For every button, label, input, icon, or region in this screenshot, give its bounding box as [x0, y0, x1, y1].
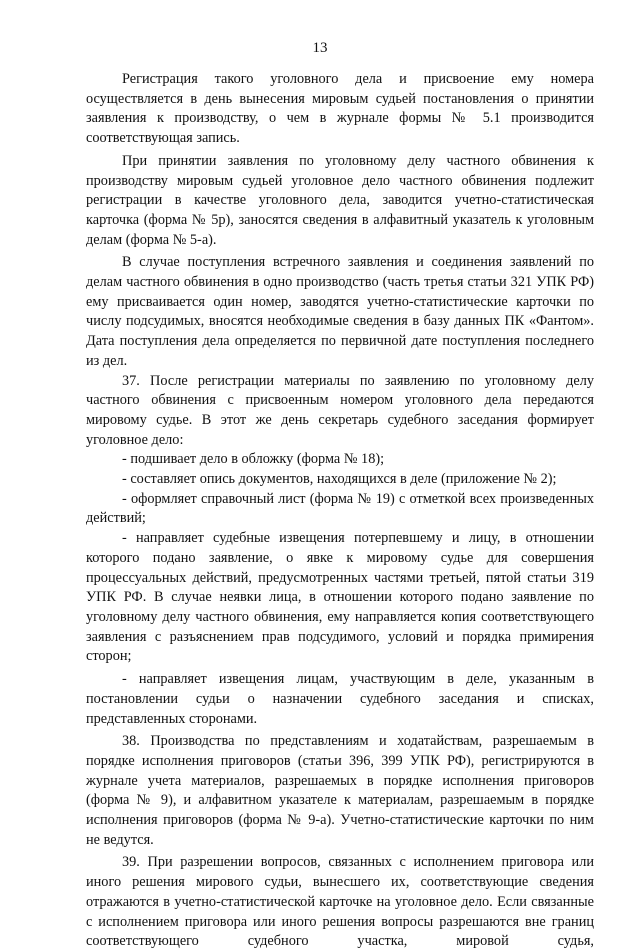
- paragraph-counter-claim: В случае поступления встречного заявления и соединения заявлений по делам частного обвинения в одно производство (часть третья статьи 321 УПК РФ) ему присваивается один номер, заводятся учетно-статистические карточки по числу подсудимых, вносятся необходимые сведения в базу данных ПК «Фантом». Дата поступления дела определяется по первичной дате поступления последнего из дел.: [86, 254, 594, 369]
- paragraph-private-prosecution-registration: При принятии заявления по уголовному делу частного обвинения к производству мировым судьей уголовное дело частного обвинения подлежит регистрации в качестве уголовного дела, заводится учетно-статистическая карточка (форма № 5р), заносятся сведения в алфавитный указатель к уголовным делам (форма № 5-а).: [86, 152, 594, 248]
- document-body: [86, 70, 594, 952]
- page-number: 13: [312, 40, 328, 56]
- paragraph-registration-number: Регистрация такого уголовного дела и присвоение ему номера осуществляется в день вынесения мировым судьей постановления о принятии заявления к производству, о чем в журнале формы № 5.1 производится соответствующая запись.: [86, 71, 594, 147]
- paragraph-section-38: 38. Производства по представлениям и ходатайствам, разрешаемым в порядке исполнения приговоров (статьи 396, 399 УПК РФ), регистрируются в журнале учета материалов, разрешаемых в порядке исполнения приговоров (форма № 9), и алфавитном указателе к материалам, разрешаемым в порядке исполнения приговоров (форма № 9-а). Учетно-статистические карточки по ним не ведутся.: [86, 733, 594, 848]
- paragraph-section-39: 39. При разрешении вопросов, связанных с исполнением приговора или иного решения мирового судьи, вынесшего их, соответствующие сведения отражаются в учетно-статистической карточке на уголовное дело. Если связанные с исполнением приговора или иного решения вопросы разрешаются вне границ соответствующего судебного участка, мировой судья,: [86, 854, 594, 950]
- list-item-participant-notices: - направляет извещения лицам, участвующим в деле, указанным в постановлении судьи о назначении судебного заседания и списках, представленных сторонами.: [86, 671, 594, 727]
- list-item-inventory: - составляет опись документов, находящихся в деле (приложение № 2);: [122, 471, 557, 488]
- list-item-reference-sheet: - оформляет справочный лист (форма № 19) с отметкой всех произведенных действий;: [86, 490, 594, 527]
- paragraph-section-37: 37. После регистрации материалы по заявлению по уголовному делу частного обвинения с присвоенным номером уголовного дела передаются мировому судье. В этот же день секретарь судебного заседания формирует уголовное дело:: [86, 372, 594, 448]
- list-item-court-notices: - направляет судебные извещения потерпевшему и лицу, в отношении которого подано заявление, о явке к мировому судье для совершения процессуальных действий, предусмотренных частями третьей, пятой статьи 319 УПК РФ. В случае неявки лица, в отношении которого подано заявление по уголовному делу частного обвинения, ему направляется копия соответствующего заявления с разъяснением прав подсудимого, условий и порядка примирения сторон;: [86, 530, 594, 665]
- list-item-cover: - подшивает дело в обложку (форма № 18);: [122, 451, 385, 468]
